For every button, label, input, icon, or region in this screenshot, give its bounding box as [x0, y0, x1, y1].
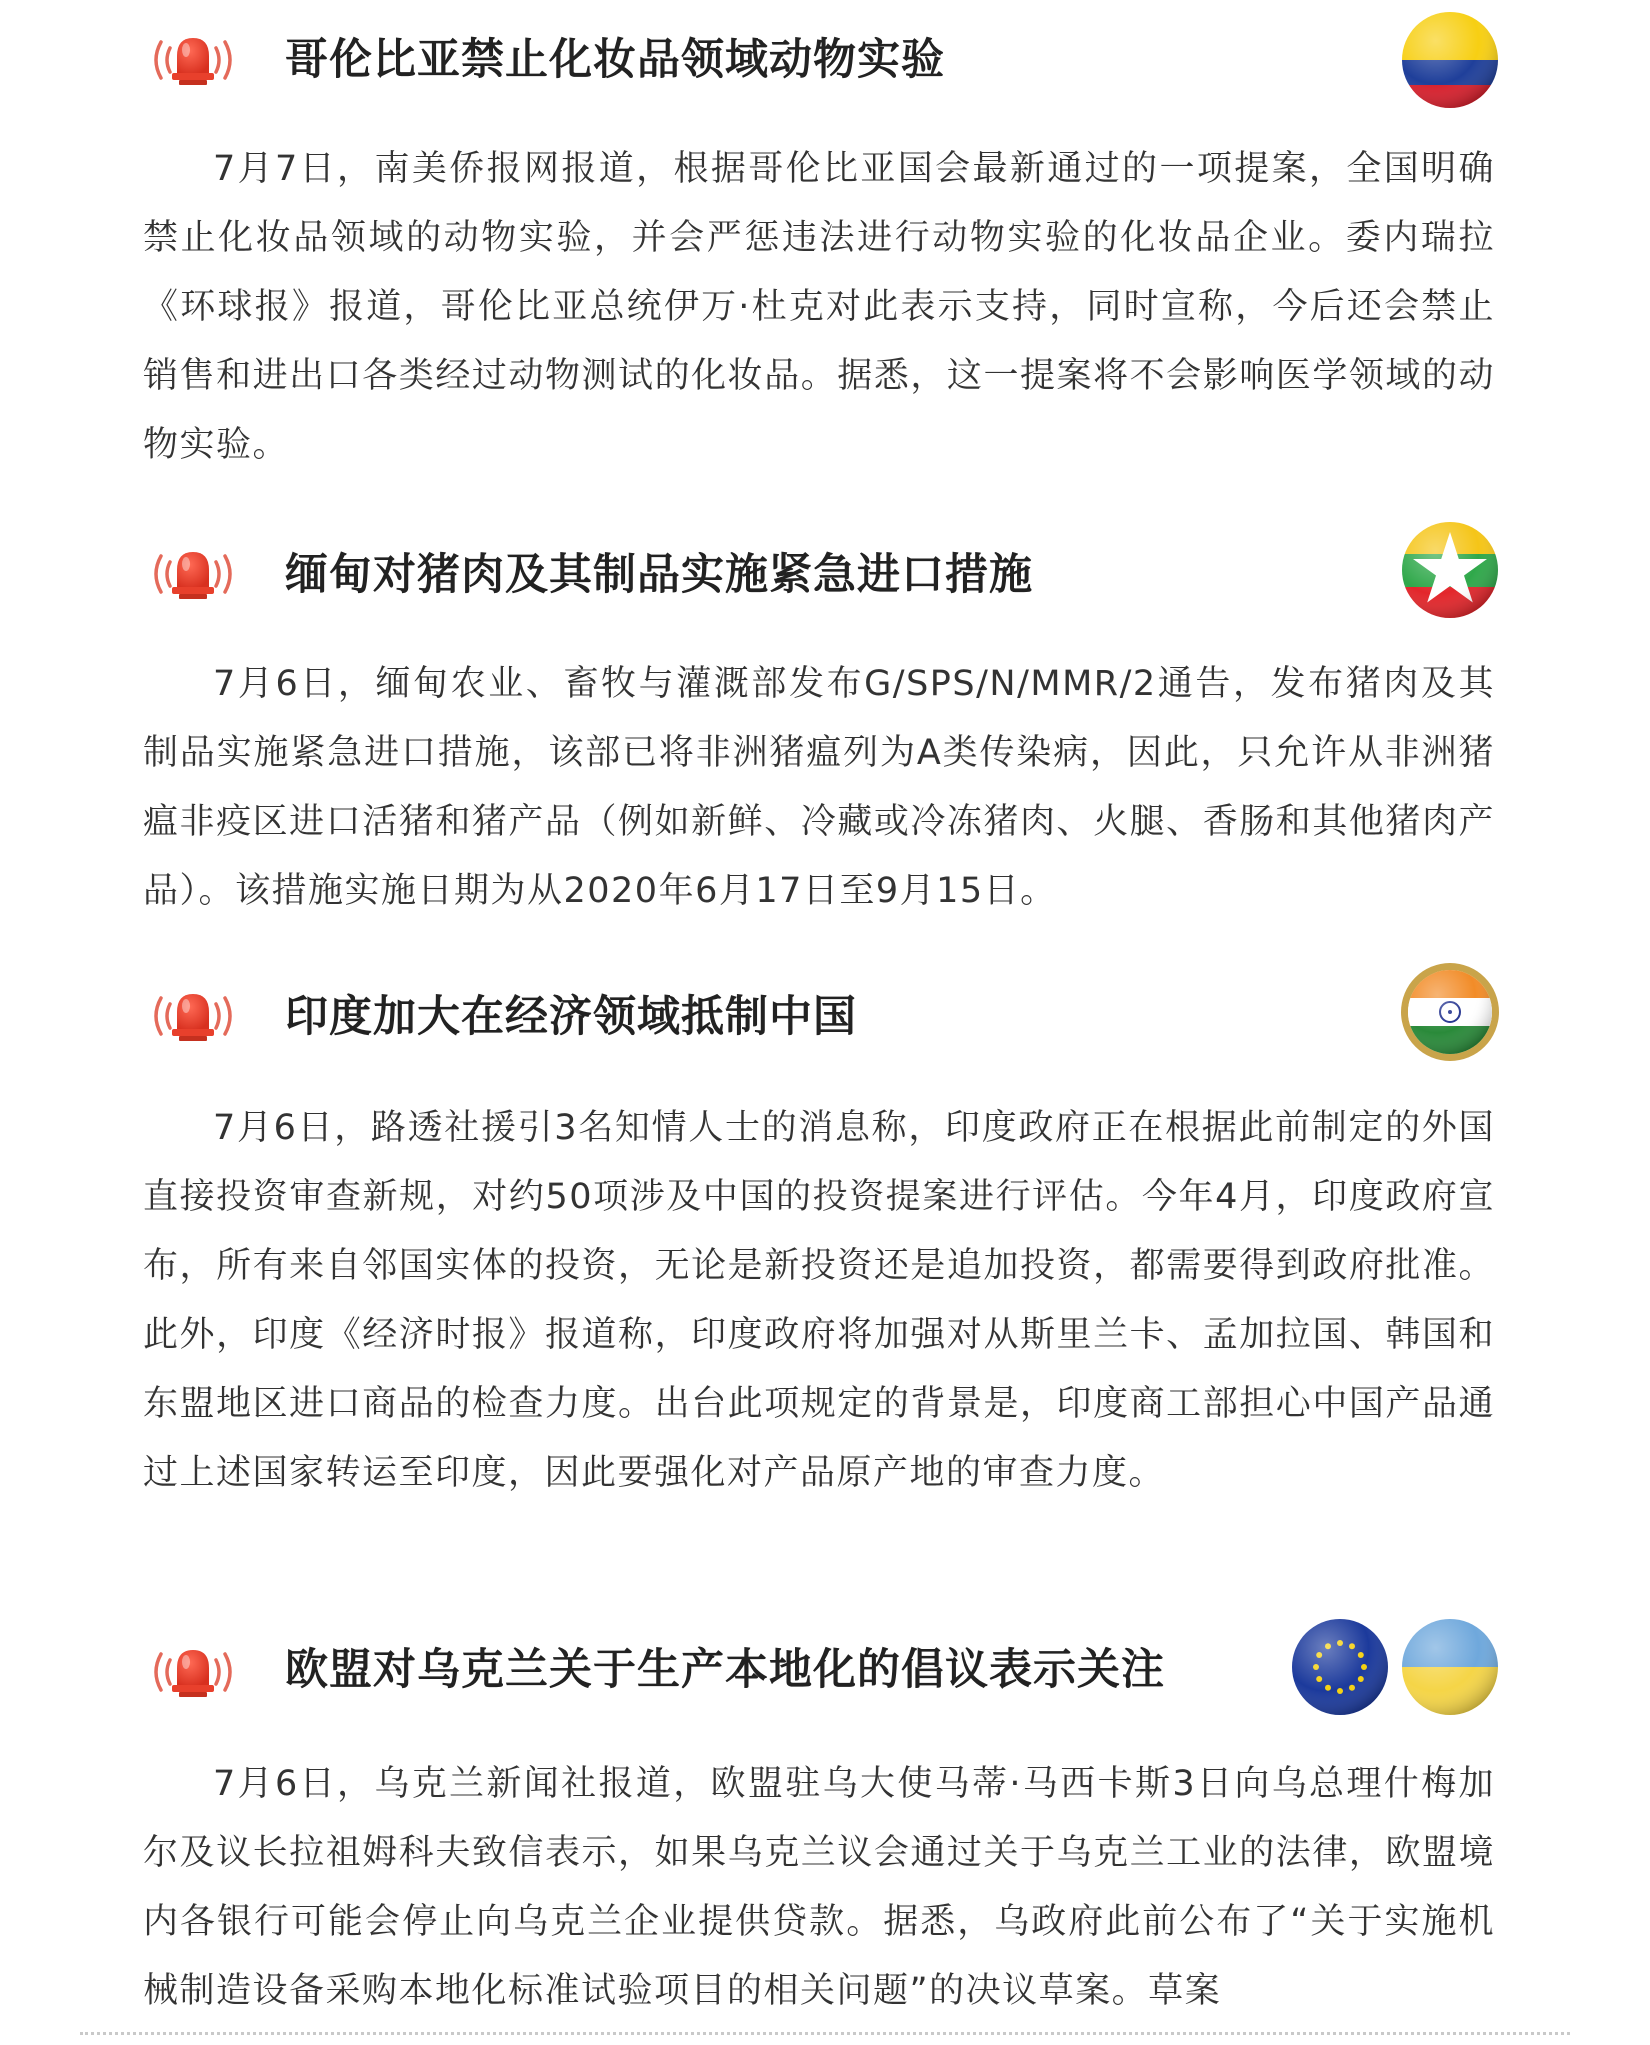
article-paragraph: 7月7日，南美侨报网报道，根据哥伦比亚国会最新通过的一项提案，全国明确禁止化妆品领域的动物实验，并会严惩违法进行动物实验的化妆品企业。委内瑞拉《环球报》报道，哥伦比亚总统伊万·杜克对此表示支持，同时宣称，今后还会禁止销售和进出口各类经过动物测试的化妆品。据悉，这一提案将不会影响医学领域的动物实验。	[143, 149, 1495, 465]
ukraine-flag-icon	[1400, 1617, 1500, 1717]
alarm-bell-icon	[143, 28, 243, 92]
article-header	[0, 10, 1650, 110]
article-paragraph: 7月6日，缅甸农业、畜牧与灌溉部发布G/SPS/N/MMR/2通告，发布猪肉及其制品实施紧急进口措施，该部已将非洲猪瘟列为A类传染病，因此，只允许从非洲猪瘟非疫区进口活猪和猪产品（例如新鲜、冷藏或冷冻猪肉、火腿、香肠和其他猪肉产品）。该措施实施日期为从2020年6月17日至9月15日。	[143, 664, 1495, 911]
alarm-bell-icon	[143, 542, 243, 606]
article-body	[143, 1750, 1495, 2026]
article-paragraph: 7月6日，乌克兰新闻社报道，欧盟驻乌大使马蒂·马西卡斯3日向乌总理什梅加尔及议长拉祖姆科夫致信表示，如果乌克兰议会通过关于乌克兰工业的法律，欧盟境内各银行可能会停止向乌克兰企业提供贷款。据悉，乌政府此前公布了“关于实施机械制造设备采购本地化标准试验项目的相关问题”的决议草案。草案	[143, 1764, 1495, 2011]
article-header	[0, 520, 1650, 620]
article-title: 哥伦比亚禁止化妆品领域动物实验	[285, 35, 945, 85]
article-header	[0, 1615, 1650, 1715]
alarm-bell-icon	[143, 1640, 243, 1704]
article-header	[0, 962, 1650, 1062]
article-title: 印度加大在经济领域抵制中国	[285, 992, 857, 1042]
myanmar-flag-icon	[1400, 520, 1500, 620]
eu-flag-icon	[1290, 1617, 1390, 1717]
article-body	[143, 1094, 1495, 1508]
alarm-bell-icon	[143, 984, 243, 1048]
article-title: 缅甸对猪肉及其制品实施紧急进口措施	[285, 550, 1033, 600]
india-flag-icon	[1400, 962, 1500, 1062]
article-paragraph: 7月6日，路透社援引3名知情人士的消息称，印度政府正在根据此前制定的外国直接投资审查新规，对约50项涉及中国的投资提案进行评估。今年4月，印度政府宣布，所有来自邻国实体的投资，无论是新投资还是追加投资，都需要得到政府批准。此外，印度《经济时报》报道称，印度政府将加强对从斯里兰卡、孟加拉国、韩国和东盟地区进口商品的检查力度。出台此项规定的背景是，印度商工部担心中国产品通过上述国家转运至印度，因此要强化对产品原产地的审查力度。	[143, 1108, 1495, 1493]
article-body	[143, 650, 1495, 926]
colombia-flag-icon	[1400, 10, 1500, 110]
dotted-divider	[80, 2032, 1570, 2035]
article-body	[143, 135, 1495, 480]
article-title: 欧盟对乌克兰关于生产本地化的倡议表示关注	[285, 1645, 1165, 1695]
